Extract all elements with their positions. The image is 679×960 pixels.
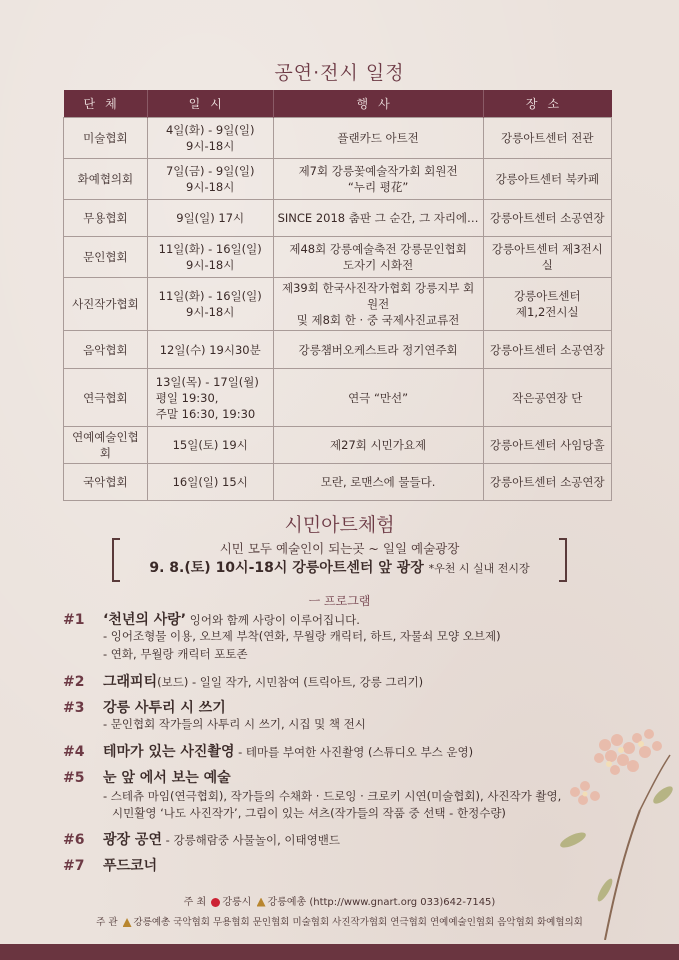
item-description: - 테마를 부여한 사진촬영 (스튜디오 부스 운영) <box>234 745 474 759</box>
table-row <box>64 118 612 159</box>
table-header-row <box>64 90 612 118</box>
item-number: #6 <box>63 832 85 848</box>
schedule-table <box>63 90 612 501</box>
bottom-bar <box>0 944 679 960</box>
cell-org: 문인협회 <box>64 237 148 278</box>
item-number: #3 <box>63 700 85 716</box>
cell-org: 무용협회 <box>64 200 148 237</box>
item-heading: 그래피티 <box>103 674 158 690</box>
host-label: 주 최 <box>183 897 207 908</box>
program-item-4 <box>63 741 473 761</box>
cell-event: 제48회 강릉예술축전 강릉문인협회 도자기 시화전 <box>273 237 483 278</box>
program-item-7 <box>63 855 157 875</box>
table-row <box>64 369 612 427</box>
item-heading: 푸드코너 <box>103 858 158 874</box>
program-item-6 <box>63 829 340 849</box>
cell-date: 16일(일) 15시 <box>147 464 273 501</box>
program-label: ㅡ 프로그램 <box>308 594 371 608</box>
cell-place: 강릉아트센터 소공연장 <box>483 200 611 237</box>
program-sub-1a: - 잉어조형물 이용, 오브제 부착(연화, 무월랑 캐릭터, 하트, 자물쇠 모양 오브제) <box>103 629 501 643</box>
cell-date: 13일(목) - 17일(월) 평일 19:30, 주말 16:30, 19:30 <box>147 369 273 427</box>
cell-date: 4일(화) - 9일(일) 9시-18시 <box>147 118 273 159</box>
schedule-title: 공연·전시 일정 <box>274 62 405 84</box>
cell-place: 강릉아트센터 제3전시실 <box>483 237 611 278</box>
cell-org: 음악협회 <box>64 331 148 369</box>
program-item-5 <box>63 767 231 787</box>
program-sub-5a: - 스테츄 마임(연극협회), 작가들의 수채화 · 드로잉 · 크로키 시연(미술협회), 사진작가 촬영, <box>103 789 562 803</box>
organizer-label: 주 관 <box>96 917 118 928</box>
cell-date: 15일(토) 19시 <box>147 427 273 464</box>
table-row <box>64 464 612 501</box>
organizer-line <box>0 914 679 928</box>
table-row <box>64 331 612 369</box>
arts-federation-logo-icon <box>257 898 266 907</box>
item-number: #5 <box>63 770 85 786</box>
header-event: 행사 <box>273 90 483 118</box>
cell-place: 강릉아트센터 제1,2전시실 <box>483 278 611 331</box>
program-sub-1b: - 연화, 무월랑 캐릭터 포토존 <box>103 647 248 661</box>
cell-event: 제39회 한국사진작가협회 강릉지부 회원전 및 제8회 한 · 중 국제사진교류전 <box>273 278 483 331</box>
table-row <box>64 278 612 331</box>
item-description: 잉어와 함께 사랑이 이루어집니다. <box>186 613 360 627</box>
cell-event: 강릉챔버오케스트라 정기연주회 <box>273 331 483 369</box>
cell-org: 사진작가협회 <box>64 278 148 331</box>
event-datetime-place: 9. 8.(토) 10시-18시 강릉아트센터 앞 광장 <box>149 560 424 576</box>
program-sub-3: - 문인협회 작가들의 사투리 시 쓰기, 시집 및 책 전시 <box>103 717 366 731</box>
item-description: (보드) - 일일 작가, 시민참여 (트릭아트, 강릉 그리기) <box>157 675 424 689</box>
cell-date: 11일(화) - 16일(일) 9시-18시 <box>147 237 273 278</box>
cell-date: 7일(금) - 9일(일) 9시-18시 <box>147 159 273 200</box>
cell-event: 연극 “만선” <box>273 369 483 427</box>
cell-place: 강릉아트센터 사임당홀 <box>483 427 611 464</box>
item-heading: 눈 앞 에서 보는 예술 <box>103 770 231 786</box>
cell-org: 연극협회 <box>64 369 148 427</box>
cell-event: 제7회 강릉꽃예술작가회 회원전 “누리 평花” <box>273 159 483 200</box>
table-row <box>64 427 612 464</box>
program-item-2 <box>63 671 423 691</box>
item-description: - 강릉해람중 사물놀이, 이태영밴드 <box>161 833 340 847</box>
item-number: #4 <box>63 744 85 760</box>
arts-federation-logo-icon <box>123 918 132 927</box>
organizer-list: 강릉예총 국악협회 무용협회 문인협회 미술협회 사진작가협회 연극협회 연예예술인협회 음악협회 화예협의회 <box>133 917 583 928</box>
cell-date: 9일(일) 17시 <box>147 200 273 237</box>
cell-org: 연예예술인협회 <box>64 427 148 464</box>
cell-place: 강릉아트센터 북카페 <box>483 159 611 200</box>
cell-org: 화예협의회 <box>64 159 148 200</box>
cell-date: 12일(수) 19시30분 <box>147 331 273 369</box>
cell-place: 강릉아트센터 전관 <box>483 118 611 159</box>
program-item-1 <box>63 609 360 629</box>
rain-note: *우천 시 실내 전시장 <box>428 562 530 575</box>
cell-date: 11일(화) - 16일(일) 9시-18시 <box>147 278 273 331</box>
table-row <box>64 237 612 278</box>
cell-place: 강릉아트센터 소공연장 <box>483 331 611 369</box>
header-org: 단체 <box>64 90 148 118</box>
item-heading: 광장 공연 <box>103 832 162 848</box>
event-info-box <box>112 538 567 580</box>
header-date: 일시 <box>147 90 273 118</box>
gangneung-city-seal-icon <box>211 898 220 907</box>
item-heading: 테마가 있는 사진촬영 <box>103 744 235 760</box>
event-tagline: 시민 모두 예술인이 되는곳 ~ 일일 예술광장 <box>219 541 460 556</box>
program-item-3 <box>63 697 226 717</box>
item-number: #1 <box>63 612 85 628</box>
table-row <box>64 200 612 237</box>
item-heading: 강릉 사투리 시 쓰기 <box>103 700 226 716</box>
cell-event: 플랜카드 아트전 <box>273 118 483 159</box>
table-row <box>64 159 612 200</box>
header-place: 장소 <box>483 90 611 118</box>
cell-org: 미술협회 <box>64 118 148 159</box>
cell-event: 모란, 로맨스에 물들다. <box>273 464 483 501</box>
experience-title: 시민아트체험 <box>284 514 395 536</box>
cell-place: 강릉아트센터 소공연장 <box>483 464 611 501</box>
host-federation: 강릉예총 (http://www.gnart.org 033)642-7145) <box>267 897 496 908</box>
cell-org: 국악협회 <box>64 464 148 501</box>
host-line <box>0 893 679 908</box>
item-number: #2 <box>63 674 85 690</box>
event-when-where <box>112 557 567 577</box>
host-city: 강릉시 <box>222 897 252 908</box>
cell-event: 제27회 시민가요제 <box>273 427 483 464</box>
item-number: #7 <box>63 858 85 874</box>
cell-place: 작은공연장 단 <box>483 369 611 427</box>
program-sub-5b: 시민활영 ‘나도 사진작가’, 그림이 있는 셔츠(작가들의 작품 중 선택 - 한정수량) <box>112 806 506 820</box>
cell-event: SINCE 2018 춤판 그 순간, 그 자리에… <box>273 200 483 237</box>
item-heading: ‘천년의 사랑’ <box>103 612 187 628</box>
